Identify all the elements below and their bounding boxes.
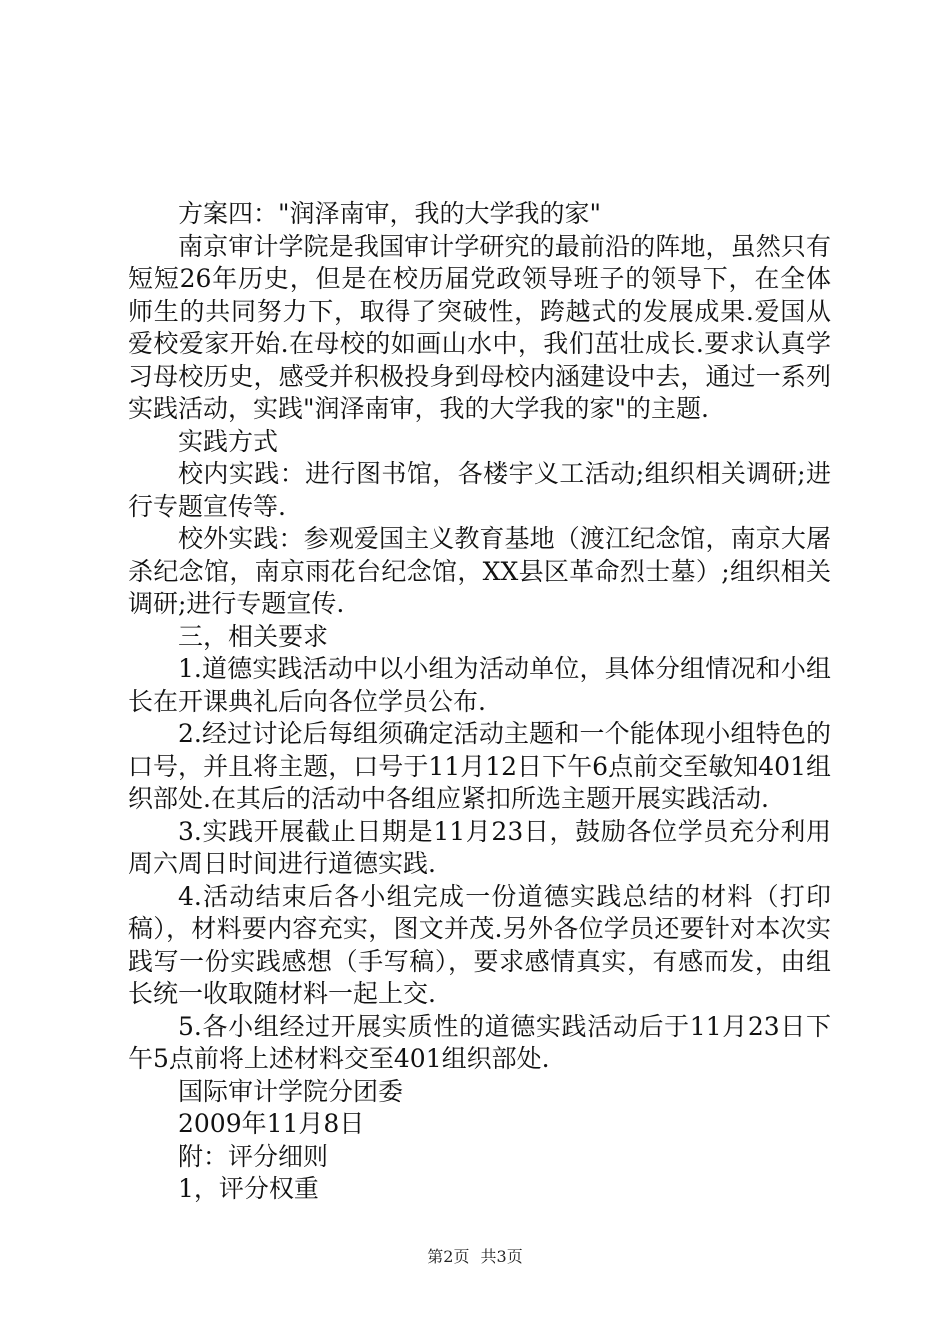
document-body (128, 198, 831, 1206)
requirement-item-3: 3.实践开展截止日期是11月23日，鼓励各位学员充分利用周六周日时间进行道德实践. (128, 816, 831, 878)
page-number: 第2页 (427, 1247, 470, 1266)
scheme-four-description: 南京审计学院是我国审计学研究的最前沿的阵地，虽然只有短短26年历史，但是在校历届党政领导班子的领导下，在全体师生的共同努力下，取得了突破性，跨越式的发展成果.爱国从爱校爱家开始.在母校的如画山水中，我们茁壮成长.要求认真学习母校历史，感受并积极投身到母校内涵建设中去，通过一系列实践活动，实践"润泽南审，我的大学我的家"的主题. (128, 231, 831, 423)
requirements-heading: 三，相关要求 (178, 621, 329, 651)
requirement-item-5: 5.各小组经过开展实质性的道德实践活动后于11月23日下午5点前将上述材料交至401组织部处. (128, 1011, 831, 1073)
on-campus-practice: 校内实践：进行图书馆，各楼宇义工活动;组织相关调研;进行专题宣传等. (128, 459, 831, 521)
issuer-signature: 国际审计学院分团委 (178, 1076, 404, 1106)
page-footer (0, 1244, 950, 1267)
requirement-item-1: 1.道德实践活动中以小组为活动单位，具体分组情况和小组长在开课典礼后向各位学员公布. (128, 654, 831, 716)
issue-date: 2009年11月8日 (178, 1109, 365, 1138)
page-total: 共3页 (480, 1247, 523, 1266)
appendix-heading: 附：评分细则 (178, 1141, 329, 1171)
off-campus-practice: 校外实践：参观爱国主义教育基地（渡江纪念馆，南京大屠杀纪念馆，南京雨花台纪念馆，XX县区革命烈士墓）;组织相关调研;进行专题宣传. (128, 524, 831, 618)
scheme-four-title: 方案四："润泽南审，我的大学我的家" (178, 199, 601, 228)
practice-methods-heading: 实践方式 (178, 426, 279, 456)
scoring-weight-heading: 1，评分权重 (178, 1174, 319, 1203)
requirement-item-2: 2.经过讨论后每组须确定活动主题和一个能体现小组特色的口号，并且将主题，口号于11月12日下午6点前交至敏知401组织部处.在其后的活动中各组应紧扣所选主题开展实践活动. (128, 719, 831, 813)
requirement-item-4: 4.活动结束后各小组完成一份道德实践总结的材料（打印稿），材料要内容充实，图文并茂.另外各位学员还要针对本次实践写一份实践感想（手写稿），要求感情真实，有感而发，由组长统一收取随材料一起上交. (128, 881, 831, 1008)
